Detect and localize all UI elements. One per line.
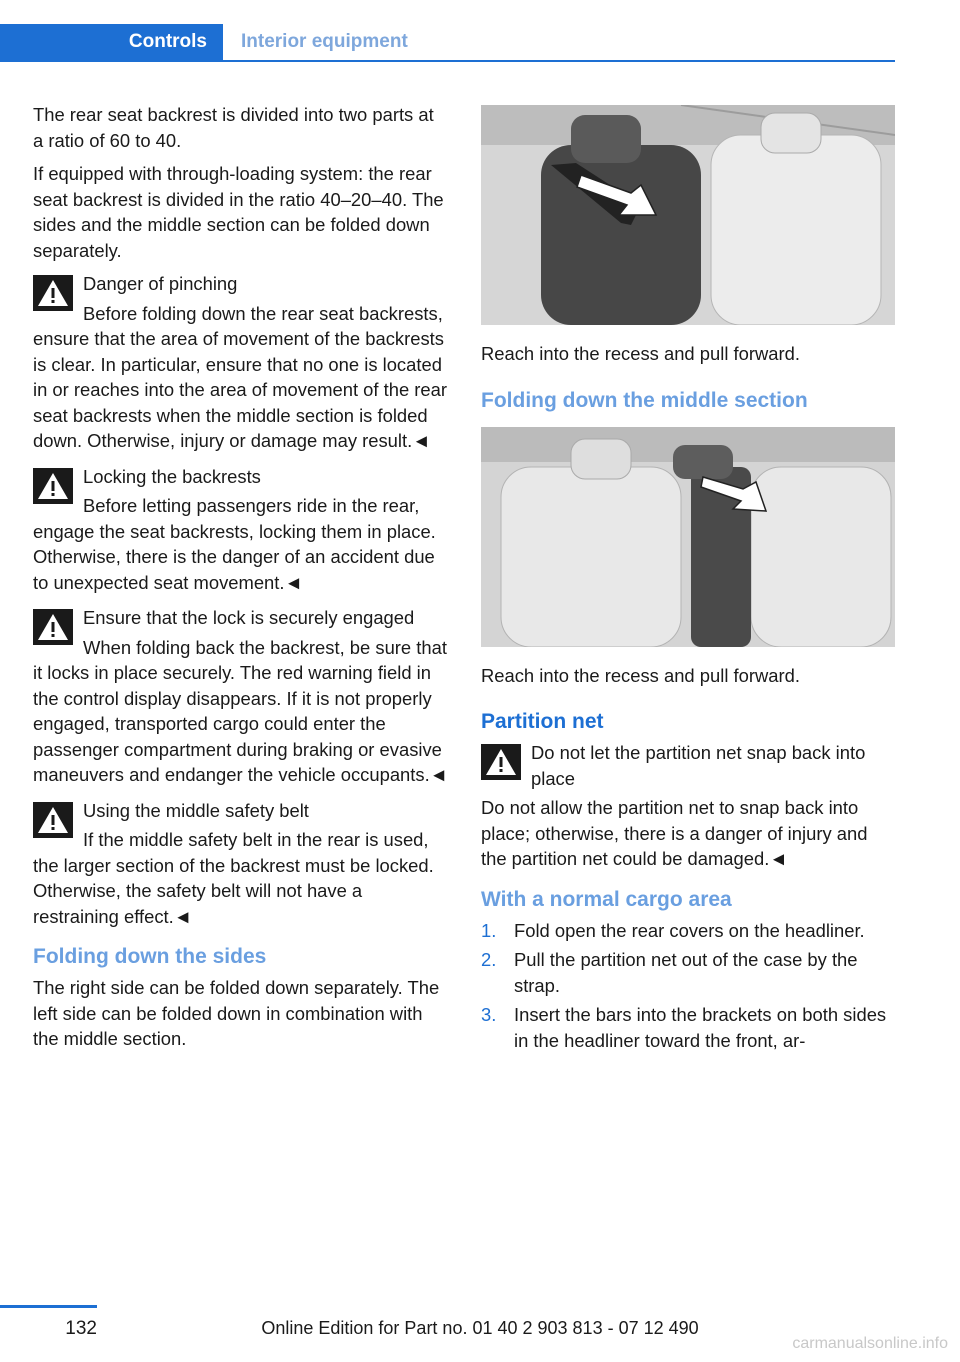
page-header xyxy=(0,0,895,62)
step-number: 3. xyxy=(481,1004,497,1025)
warning-body: Before folding down the rear seat backrests, ensure that the area of movement of the backrests is clear. In particular, ensure that no one is located in or reaches into the area of movement of the rear seat backrests when the middle section is folded down. Otherwise, injury or damage may result.◄ xyxy=(33,302,448,451)
list-item xyxy=(481,1002,895,1053)
footer-divider xyxy=(0,1305,97,1308)
warning-title: Ensure that the lock is securely engaged xyxy=(83,607,415,628)
warning-lock-engaged xyxy=(33,605,449,788)
rear-seat-backrest-illustration xyxy=(481,105,895,325)
warning-body: Do not allow the partition net to snap back into place; otherwise, there is a danger of injury and the partition net could be damaged.◄ xyxy=(481,797,868,869)
step-text: Insert the bars into the brackets on both sides in the headliner toward the front, ar- xyxy=(514,1004,887,1051)
warning-triangle-icon xyxy=(33,468,73,504)
warning-title: Do not let the partition net snap back into place xyxy=(531,742,866,789)
warning-pinching xyxy=(33,271,449,454)
warning-locking xyxy=(33,464,449,596)
page-number: 132 xyxy=(65,1318,97,1339)
list-item xyxy=(481,947,895,998)
warning-title: Locking the backrests xyxy=(83,465,261,487)
section-tab-interior-equipment[interactable]: Interior equipment xyxy=(241,31,408,52)
warning-title: Danger of pinching xyxy=(83,273,238,294)
list-item xyxy=(481,918,895,944)
watermark-text: carmanualsonline.info xyxy=(792,1335,948,1352)
right-column xyxy=(481,105,895,1057)
step-number: 1. xyxy=(481,919,497,941)
warning-body: When folding back the backrest, be sure that it locks in place securely. The red warning field in the control display disappears. If it is not properly engaged, transported cargo could enter the passenger compartment during braking or evasive maneuvers and endanger the vehicle occupants.◄ xyxy=(33,636,448,785)
left-column xyxy=(33,102,449,1060)
warning-body: Before letting passengers ride in the rear, engage the seat backrests, locking them in place. Otherwise, there is the danger of an accident due to unexpected seat movement.◄ xyxy=(33,495,436,593)
figure-caption: Reach into the recess and pull forward. xyxy=(481,664,800,686)
steps-list xyxy=(481,918,895,1054)
seat-diagram-image xyxy=(481,105,895,325)
warning-triangle-icon xyxy=(33,802,73,838)
middle-section-illustration xyxy=(481,427,895,647)
warning-triangle-icon xyxy=(481,744,521,780)
seat-diagram-image xyxy=(481,427,895,647)
warning-title: Using the middle safety belt xyxy=(83,799,309,821)
heading-folding-middle: Folding down the middle section xyxy=(481,388,808,412)
heading-normal-cargo-area: With a normal cargo area xyxy=(481,887,732,911)
warning-triangle-icon xyxy=(33,609,73,645)
warning-triangle-icon xyxy=(33,275,73,311)
section-tab-controls[interactable]: Controls xyxy=(0,24,223,60)
warning-middle-belt xyxy=(33,798,449,930)
heading-partition-net: Partition net xyxy=(481,710,604,733)
warning-partition-net xyxy=(481,740,895,872)
figure-caption: Reach into the recess and pull forward. xyxy=(481,343,800,364)
step-text: Pull the partition net out of the case by the strap. xyxy=(514,949,858,996)
header-divider xyxy=(0,60,895,62)
heading-folding-sides: Folding down the sides xyxy=(33,945,267,968)
step-text: Fold open the rear covers on the headliner. xyxy=(514,919,865,941)
step-number: 2. xyxy=(481,949,497,970)
warning-body: If the middle safety belt in the rear is used, the larger section of the backrest must be locked. Otherwise, the safety belt will not have a restraining effect.◄ xyxy=(33,829,434,927)
folding-sides-paragraph: The right side can be folded down separately. The left side can be folded down in combination with the middle section. xyxy=(33,977,440,1049)
intro-paragraph: The rear seat backrest is divided into two parts at a ratio of 60 to 40. xyxy=(33,104,434,151)
edition-line: Online Edition for Part no. 01 40 2 903 813 - 07 12 490 xyxy=(261,1318,699,1338)
through-loading-paragraph: If equipped with through-loading system: the rear seat backrest is divided in the ratio 40–20–40. The sides and the middle section can be folded down separately. xyxy=(33,163,444,261)
